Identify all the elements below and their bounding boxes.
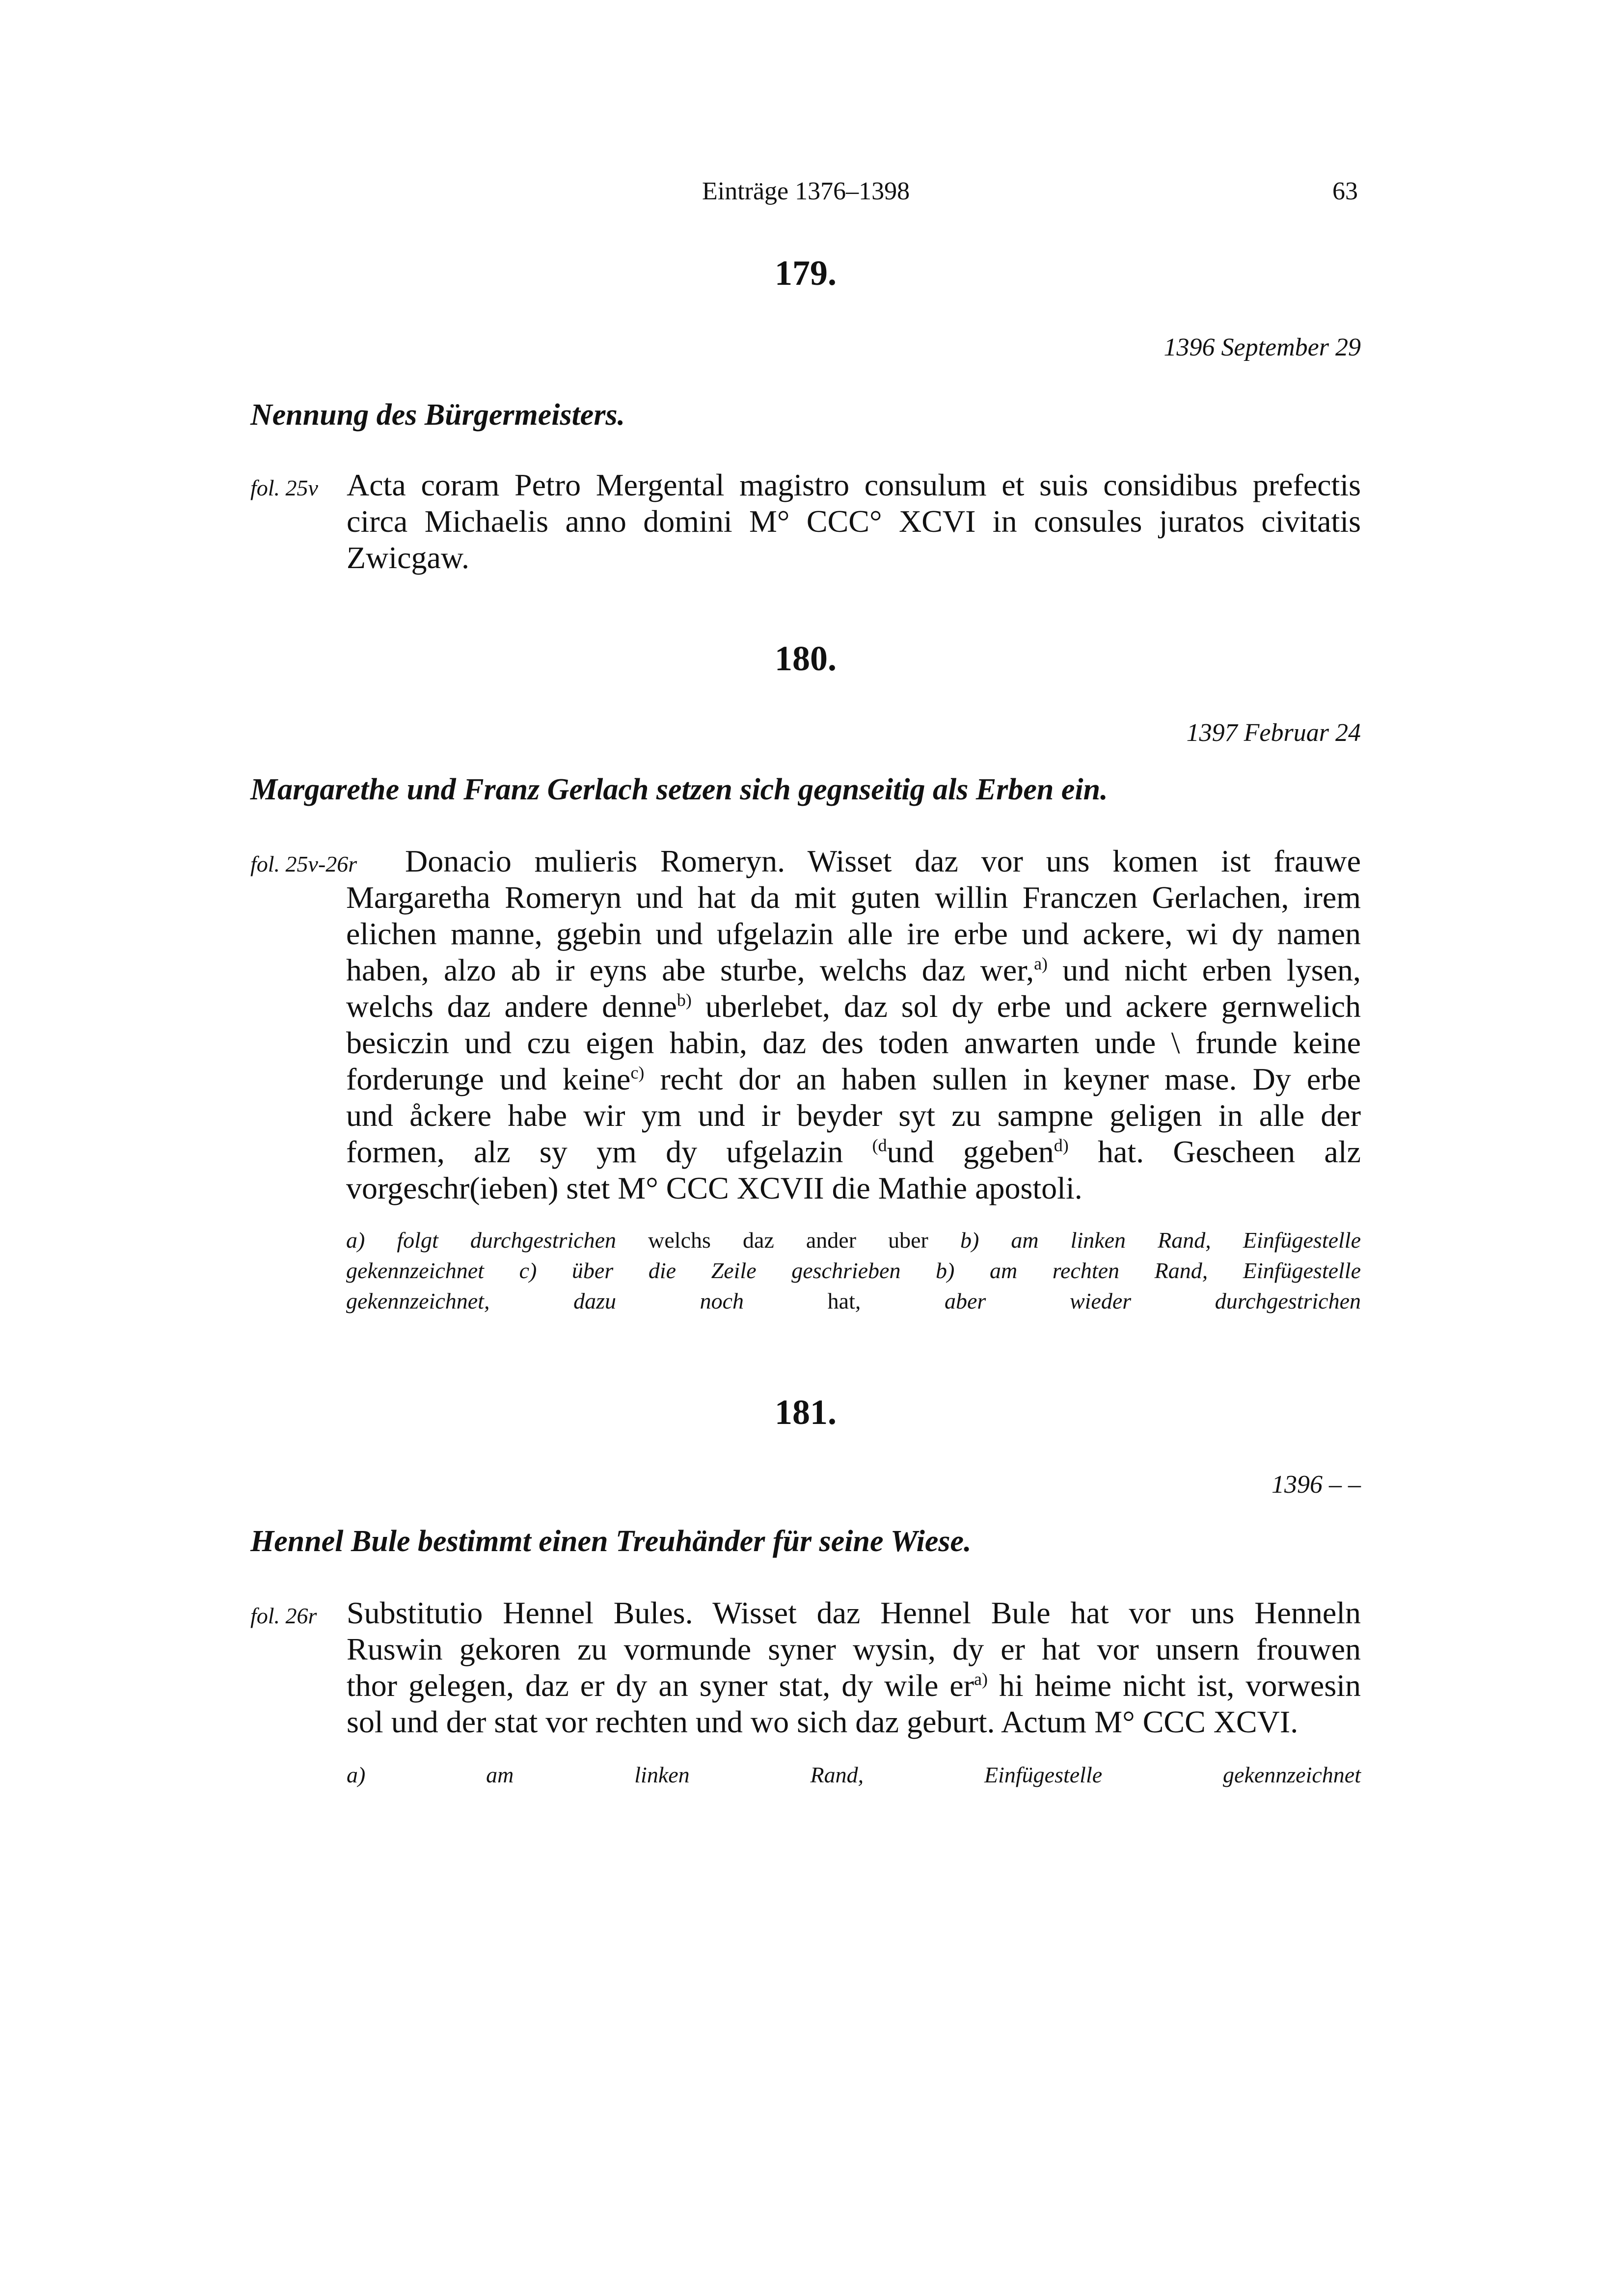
entry-body [250, 467, 1361, 576]
body-line: Margaretha Romeryn und hat da mit guten willin Franczen Gerlachen, irem [346, 880, 1361, 915]
footnote-line: a) folgt durchgestrichen welchs daz ander uber b) am linken Rand, Einfügestelle [346, 1228, 1361, 1253]
footnote-marker: d) [1054, 1135, 1069, 1155]
body-line: Substitutio Hennel Bules. Wisset daz Hennel Bule hat vor uns Henneln [347, 1595, 1361, 1630]
body-line: forderunge und keine$^{c)}$ recht dor an haben sullen in keyner mase. Dy erbe [346, 1062, 1361, 1096]
entry-heading: Hennel Bule bestimmt einen Treuhänder für seine Wiese. [250, 1525, 972, 1558]
body-line: haben, alzo ab ir eyns abe sturbe, welchs daz wer,$^{a)}$ und nicht erben lysen, [346, 953, 1361, 987]
entry-number: 180. [775, 639, 837, 678]
footnote-marker: b) [676, 990, 692, 1010]
body-line: Donacio mulieris Romeryn. Wisset daz vor uns komen ist frauwe [405, 844, 1361, 878]
footnotes [346, 1225, 1361, 1316]
entry-181 [250, 1394, 1361, 1790]
entry-date: 1396 – – [1271, 1471, 1361, 1499]
folio-reference: fol. 25v-26r [250, 851, 357, 876]
entry-heading: Margarethe und Franz Gerlach setzen sich gegnseitig als Erben ein. [250, 773, 1108, 806]
body-line: sol und der stat vor rechten und wo sich daz geburt. Actum M° CCC XCVI. [347, 1704, 1298, 1739]
body-line: formen, alz sy ym dy ufgelazin $^{(d}$und ggeben$^{d)}$ hat. Gescheen alz [346, 1134, 1361, 1169]
entry-number: 181. [775, 1393, 837, 1432]
body-line: thor gelegen, daz er dy an syner stat, dy wile $er^{a)}$ hi heime nicht ist, vorwesin [347, 1668, 1361, 1703]
footnote-marker: a) [974, 1669, 988, 1689]
footnote-marker: (d [872, 1135, 887, 1155]
entry-body [250, 1595, 1361, 1790]
footnote-marker: a) [1034, 954, 1048, 974]
body-line: vorgeschr(ieben) stet M° CCC XCVII die Mathie apostoli. [346, 1171, 1082, 1205]
entry-number: 179. [775, 253, 837, 293]
body-line: Zwicgaw. [347, 540, 469, 575]
footnotes [347, 1760, 1361, 1790]
entry-body [250, 843, 1361, 1316]
footnote-line: gekennzeichnet c) über die Zeile geschrieben b) am rechten Rand, Einfügestelle [346, 1258, 1361, 1283]
body-line: besiczin und czu eigen habin, daz des toden anwarten unde \ frunde keine [346, 1025, 1361, 1060]
page-number: 63 [1332, 177, 1358, 205]
folio-reference: fol. 25v [250, 475, 318, 500]
body-line: circa Michaelis anno domini M° CCC° XCVI in consules juratos civitatis [347, 504, 1361, 539]
entry-date: 1396 September 29 [1163, 333, 1361, 361]
footnote-marker: c) [630, 1063, 645, 1083]
body-line: und åckere habe wir ym und ir beyder syt zu sampne geligen in alle der [346, 1098, 1361, 1133]
entry-date: 1397 Februar 24 [1186, 719, 1361, 747]
body-line: Ruswin gekoren zu vormunde syner wysin, dy er hat vor unsern frouwen [347, 1632, 1361, 1667]
footnote-line: a) am linken Rand, Einfügestelle gekennzeichnet [347, 1762, 1361, 1787]
entry-heading: Nennung des Bürgermeisters. [250, 398, 625, 432]
entry-179 [250, 255, 1361, 576]
running-head-title: Einträge 1376–1398 [702, 177, 910, 205]
body-line: welchs daz andere denne$^{b)}$ uberlebet, daz sol dy erbe und ackere gernwelich [346, 989, 1361, 1024]
body-line: elichen manne, ggebin und ufgelazin alle ire erbe und ackere, wi dy namen [346, 916, 1361, 951]
footnote-line: gekennzeichnet, dazu noch hat, aber wieder durchgestrichen [346, 1288, 1361, 1313]
entry-180 [250, 641, 1361, 1316]
folio-reference: fol. 26r [250, 1603, 317, 1628]
body-line: Acta coram Petro Mergental magistro consulum et suis considibus prefectis [347, 467, 1361, 502]
